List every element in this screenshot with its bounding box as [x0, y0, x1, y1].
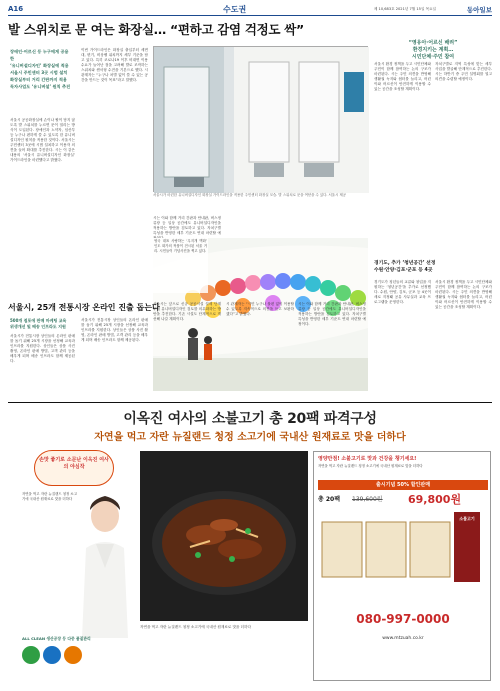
page-number: A16	[8, 5, 24, 13]
subhead-line: 서울시 주민센터 3곳 시범 설치	[10, 70, 68, 75]
right-body-left: 서울시 환경 정책을 두고 시민단체와 주민이 함께 참여하는 논의 구조가 마련된다. 시는 주민 의견을 반영해 생활권 녹지와 쉼터를 늘리고, 어린이와 어르신이 안전하게 이용할 수 있는 공간을 조성할 계획이다.	[374, 62, 431, 91]
article2-subhead: 500개 점포에 판매 마케팅 교육 위생개선 및 배송 인프라도 지원	[10, 318, 67, 329]
cert-badge-icon	[64, 646, 82, 664]
discount-banner: 출시기념 50% 할인판매	[318, 480, 488, 490]
issue-info: 제 10,683호 2021년 7월 15일 목요일	[373, 7, 436, 11]
masthead	[8, 4, 492, 16]
bulgogi-photo	[140, 451, 308, 621]
ad-badge: 손맛 좋기로 소문난 이옥진 여사의 야심작	[34, 450, 114, 486]
original-price: 139,600원	[352, 496, 383, 503]
section-title: 수도권	[223, 5, 247, 14]
woman-portrait	[76, 488, 134, 638]
article-body-col2: 이번 가이드라인은 화장실 출입부터 세면대, 변기, 비상벨 위치까지 세부 기준을 담고 있다. 특히 코로나19 이후 비대면 이용 수요가 늘어난 점을 고려해 발로 조작하는 스위치와 센서형 수전을 기본으로 했다. 시 관계자는 “누구나 차별 없이 쓸 수 있는 공간을 만드는 것이 목표”라고 말했다.	[81, 48, 148, 82]
panel-title: 영양만점! 소불고기로 맛과 건강을 챙기세요!	[318, 456, 417, 462]
panel-desc: 자연을 먹고 자란 뉴질랜드 청정 소고기에 국내산 원재료로 맛을 더하다	[318, 464, 423, 468]
right-sub-body-right: 서울시 환경 정책을 두고 시민단체와 주민이 함께 참여하는 논의 구조가 마련된다. 시는 주민 의견을 반영해 생활권 녹지와 쉼터를 늘리고, 어린이와 어르신이 안전하게 이용할 수 있는 공간을 조성할 계획이다.	[435, 280, 492, 309]
article-body-col3: 시는 이와 함께 거리 간판과 안내판, 버스정류장 등 일상 공간에도 유니버설디자인을 적용하는 방안을 검토하고 있다. 자치구별 특성을 반영한 세부 기준도 연내 마련할 예	[153, 216, 221, 235]
subhead-line: 장애인·어르신 등 누구에게 공용한	[10, 49, 69, 61]
product-packages	[322, 512, 482, 592]
article-body-col1: 서울시 공공화장실에 손이나 팔이 닿지 않도록 발 스위치를 누르면 문이 열리는 방식이 도입된다. 장애인과 노약자, 임산부 등 누구나 편하게 쓸 수 있도록 한 유니버설디자인 원칙을 적용한 것이다. 서울시는 주민센터 3곳에 시범 설치하고 이용자 의견을 들어 확대를 추진한다. 시는 이 같은 내용의 ‘서울시 유니버설디자인 화장실’ 가이드라인을 마련했다고 밝혔다.	[10, 118, 75, 162]
subhead-line: 독자사업도 ‘유니버설’ 원칙 추진	[10, 84, 71, 89]
ad-left-desc: 자연을 먹고 자란 뉴질랜드 청정 소고기에 국내산 원재료로 맛을 더하다	[22, 492, 77, 501]
ad-subtitle: 자연을 먹고 자란 뉴질랜드 청정 소고기에 국내산 원재료로 맛을 더하다	[94, 432, 406, 443]
article2-body: 서울시가 전통시장 상인들의 온라인 판매를 돕기 위해 25개 시장을 선정해 교육과 인프라를 지원한다. 상인들은 상품 사진 촬영, 온라인 판매 방법, 고객 관리 등을 배우게 되며 배송 인프라도 함께 제공된다.	[10, 334, 75, 363]
advertisement	[8, 402, 492, 687]
article-body-col4: 시 관계자는 “시민 누구나 불편 없이 이용할 수 있도록 지속적으로 의견을 듣고 보완하겠다”고 밝혔다.	[226, 302, 294, 316]
subhead-line: 화장실부터 거리 간판까지 적용	[10, 77, 67, 82]
order-phone: 080-997-0000	[356, 612, 450, 626]
main-subheads	[10, 48, 72, 114]
main-headline: 발 스위치로 문 여는 화장실… “편하고 감염 걱정도 싹”	[8, 22, 304, 37]
newspaper-name: 동아일보	[466, 6, 492, 14]
right-subheadline: 경기도, 추가 ‘청년공간’ 선정 수원·안양·김포·군포 등 4곳	[374, 261, 436, 273]
right-sub-body-left: 경기도가 청년들의 교류와 창업을 지원하는 ‘청년공간’을 추가로 선정했다. 수원, 안양, 김포, 군포 등 4곳이 새로 지정돼 공유 사무실과 교육 프로그램을 운영한다.	[374, 280, 431, 304]
package-label: 소불고기	[459, 516, 475, 521]
article-body-col3b: 서울시는 앞으로 신규 공공시설 설계 단계부터 유니버설디자인 검토를 의무화하는 방안을 추진한다. 기존 시설도 단계적으로 개선해 나갈 계획이다.	[153, 302, 221, 321]
right-body-right: 자치구별로 지역 특성에 맞는 세부 사업을 발굴해 단계적으로 추진한다. 시는 하반기 중 주민 설명회를 열고 의견을 수렴할 예정이다.	[435, 62, 492, 81]
restroom-photo	[153, 46, 368, 192]
subhead-line: ‘유니버설디자인’ 화장실에 적용	[10, 63, 69, 68]
order-website: www.mtzuah.co.kr	[382, 636, 424, 641]
right-headline: “영유아·어르신 배려” 환경지키는 계획… 시민단체·주민 참여	[408, 40, 458, 60]
cert-badges	[22, 646, 82, 674]
price-panel	[313, 451, 491, 681]
ad-left-panel	[14, 450, 134, 680]
restroom-photo-caption: 서울시가 마련한 유니버설디자인 화장실 가이드라인을 적용한 주민센터 화장실 모습. 발 스위치로 문을 여닫을 수 있다. 서울시 제공	[153, 193, 346, 197]
article-body-col5: 시는 이와 함께 거리 간판과 안내판, 버스정류장 등 일상 공간에도 유니버설디자인을 적용하는 방안을 검토하고 있다. 자치구별 특성을 반영한 세부 기준도 연내 마련할 예정이다.	[298, 302, 366, 326]
ad-center-desc: 자연을 먹고 자란 뉴질랜드 청정 소고기에 국내산 원재료로 맛을 더하다	[140, 625, 251, 629]
article2-headline: 서울시, 25개 전통시장 온라인 진출 돕는다	[8, 303, 160, 312]
ad-title: 이옥진 여사의 소불고기 총 20팩 파격구성	[123, 411, 377, 427]
sale-price: 69,800원	[408, 493, 462, 506]
mural-photo-caption: 영국 대표 사랑하는 ‘무지개 벽화’ 인도 화가의 작품이 전시된 서울 거리. 시민들이 기념사진을 찍고 있다.	[153, 238, 208, 293]
cert-badge-icon	[22, 646, 40, 664]
ad-cert-text: ALL CLEAN 생산공장 등 다중 품질관리	[22, 636, 91, 641]
cert-badge-icon	[43, 646, 61, 664]
package-count: 총 20팩	[318, 496, 341, 503]
article2-body-col2: 서울시가 전통시장 상인들의 온라인 판매를 돕기 위해 25개 시장을 선정해 교육과 인프라를 지원한다. 상인들은 상품 사진 촬영, 온라인 판매 방법, 고객 관리 등을 배우게 되며 배송 인프라도 함께 제공된다.	[81, 318, 148, 342]
